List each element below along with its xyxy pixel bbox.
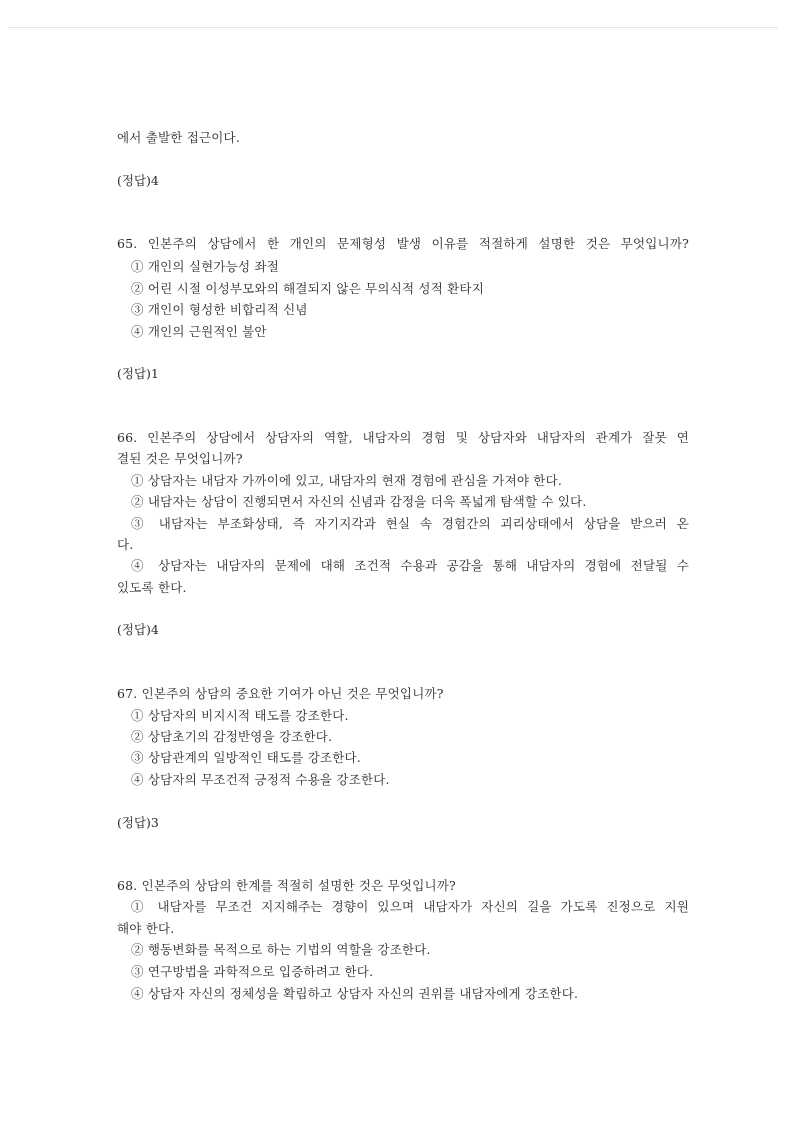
question-68-option-3: ③ 연구방법을 과학적으로 입증하려고 한다. <box>131 964 374 979</box>
question-68-option-2: ② 행동변화를 목적으로 하는 기법의 역할을 강조한다. <box>131 942 431 957</box>
intro-text: 에서 출발한 접근이다. <box>117 130 240 145</box>
intro-answer: (정답)4 <box>117 173 159 188</box>
question-66-option-3: ③ 내담자는 부조화상태, 즉 자기지각과 현실 속 경험간의 괴리상태에서 상담을 받으러 온 <box>131 516 689 531</box>
question-65-option-2: ② 어린 시절 이성부모와의 해결되지 않은 무의식적 성적 환타지 <box>131 281 484 296</box>
question-67-stem: 67. 인본주의 상담의 중요한 기여가 아닌 것은 무엇입니까? <box>117 686 444 701</box>
question-66-option-4: ④ 상담자는 내담자의 문제에 대해 조건적 수용과 공감을 통해 내담자의 경험에 전달될 수 <box>131 558 689 573</box>
question-65-answer: (정답)1 <box>117 366 159 381</box>
question-66-stem: 66. 인본주의 상담에서 상담자의 역할, 내담자의 경험 및 상담자와 내담자의 관계가 잘못 연 <box>117 430 689 445</box>
question-67-option-3: ③ 상담관계의 일방적인 태도를 강조한다. <box>131 750 361 765</box>
question-65-option-1: ① 개인의 실현가능성 좌절 <box>131 259 279 274</box>
question-65-option-3: ③ 개인이 형성한 비합리적 신념 <box>131 302 308 317</box>
question-67-option-2: ② 상담초기의 감정반영을 강조한다. <box>131 729 333 744</box>
question-68-option-1-cont: 해야 한다. <box>117 921 175 936</box>
question-66-option-4-cont: 있도록 한다. <box>117 580 187 595</box>
question-65-stem: 65. 인본주의 상담에서 한 개인의 문제형성 발생 이유를 적절하게 설명한 것은 무엇입니까? <box>117 236 689 251</box>
question-66-option-1: ① 상담자는 내담자 가까이에 있고, 내담자의 현재 경험에 관심을 가져야 한다. <box>131 473 563 488</box>
question-67-answer: (정답)3 <box>117 815 159 830</box>
question-67-option-1: ① 상담자의 비지시적 태도를 강조한다. <box>131 708 349 723</box>
question-66-answer: (정답)4 <box>117 622 159 637</box>
question-68-option-1: ① 내담자를 무조건 지지해주는 경향이 있으며 내담자가 자신의 길을 가도록 진정으로 지원 <box>131 899 689 914</box>
question-66-option-3-cont: 다. <box>117 537 134 552</box>
question-66-stem-cont: 결된 것은 무엇입니까? <box>117 451 243 466</box>
question-66-option-2: ② 내담자는 상담이 진행되면서 자신의 신념과 감정을 더욱 폭넓게 탐색할 수 있다. <box>131 494 587 509</box>
question-65-option-4: ④ 개인의 근원적인 불안 <box>131 324 267 339</box>
top-border-rule <box>8 27 778 28</box>
question-68-stem: 68. 인본주의 상담의 한계를 적절히 설명한 것은 무엇입니까? <box>117 878 456 893</box>
question-68-option-4: ④ 상담자 자신의 정체성을 확립하고 상담자 자신의 권위를 내담자에게 강조한다. <box>131 986 579 1001</box>
question-67-option-4: ④ 상담자의 무조건적 긍정적 수용을 강조한다. <box>131 772 390 787</box>
